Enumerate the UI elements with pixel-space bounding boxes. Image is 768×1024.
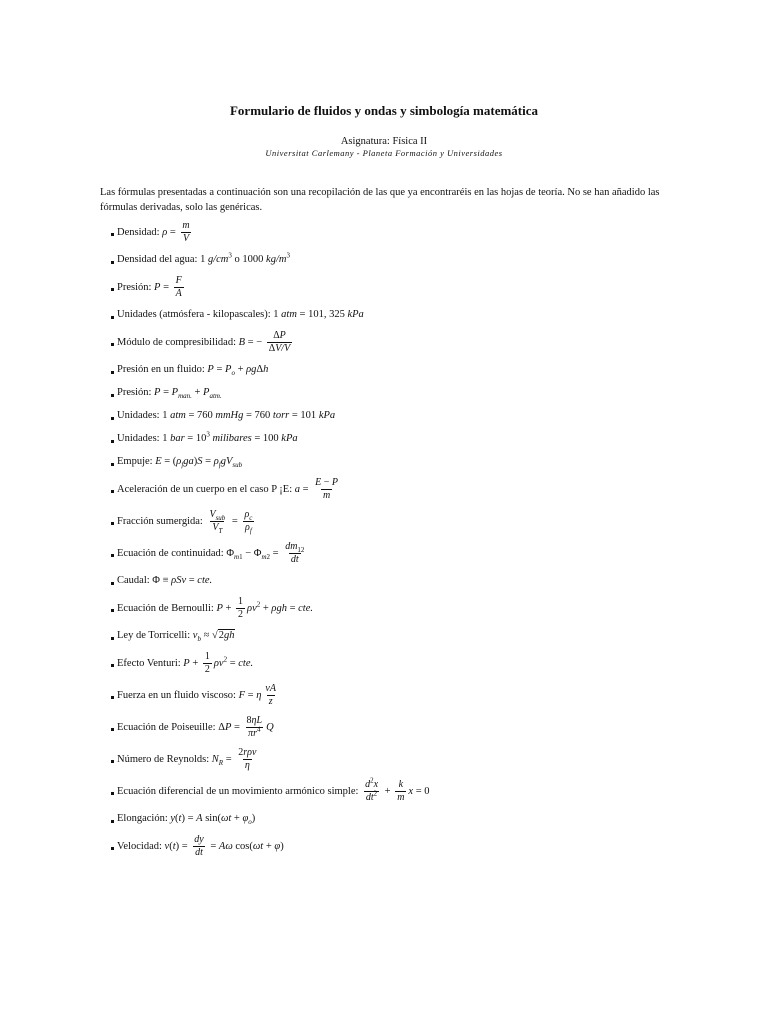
list-item: Empuje: $E = (\rho_fga)S = \rho_fgV_{sub}$: [117, 450, 430, 473]
institution-line: Universitat Carlemany - Planeta Formación y Universidades: [265, 148, 503, 158]
formula: ρ = $\frac{m}{V}$: [162, 219, 190, 244]
list-item: Caudal: Φ ≡ ρSv = cte.: [117, 569, 430, 592]
formula: ΔP = $\frac{8\eta L}{\pi r^4}$ Q: [218, 714, 274, 739]
formula: 1 atm = 760 mmHg = 760 torr = 101 kPa: [162, 410, 336, 421]
list-item: Velocidad: v(t) = $\frac{dy}{dt}$ = Aω cos(ωt + φ): [117, 830, 430, 862]
list-item: Densidad del agua: 1 $g/cm^3$ o 1000 $kg/m^3$: [117, 248, 430, 271]
formula: $v_b \approx √2gh$: [192, 630, 235, 644]
list-item: Número de Reynolds: $N_R$ = $\frac{\text{2rρv}}{\eta}$: [117, 743, 430, 775]
formula: $P = P_o + \rho g\Delta h$: [207, 364, 269, 378]
list-item: Fuerza en un fluido viscoso: F = η $\frac{vA}{z}$: [117, 679, 430, 711]
list-item: Presión: $P = P_{man.} + P_{atm.}$: [117, 381, 430, 404]
subject-line: Asignatura: Física II: [340, 136, 428, 147]
formula: a = $\frac{E - P}{m}$: [294, 476, 339, 501]
list-item: Ley de Torricelli: $v_b \approx √2gh$: [117, 624, 430, 647]
list-item: Ecuación de Poiseuille: ΔP = $\frac{8\eta L}{\pi r^4}$ Q: [117, 711, 430, 743]
formula: 1 $g/cm^3$ o 1000 $kg/m^3$: [200, 251, 290, 265]
list-item: Densidad: ρ = $\frac{m}{V}$: [117, 216, 430, 248]
formula: F = η $\frac{vA}{z}$: [238, 682, 276, 707]
list-item: Unidades (atmósfera - kilopascales): 1 atm = 101, 325 kPa: [117, 303, 430, 326]
list-item: Módulo de compresibilidad: B = − $\frac{\Delta P}{\Delta V/V}$: [117, 326, 430, 358]
formula: $E = (\rho_fga)S = \rho_fgV_{sub}$: [155, 456, 243, 470]
formula: P + $\frac{1}{2}$ $\rho v^2$ = cte.: [183, 650, 254, 675]
list-item: Aceleración de un cuerpo en el caso P ¡E: a = $\frac{E - P}{m}$: [117, 473, 430, 505]
formula: v(t) = $\frac{dy}{dt}$ = Aω cos(ωt + φ): [164, 833, 284, 858]
formula: Φ ≡ ρSv = cte.: [152, 575, 213, 586]
formula: $\Phi_{m1} - \Phi_{m2}$ = $\frac{dm_{12}}{dt}$: [226, 540, 305, 565]
formula: P = $\frac{F}{A}$: [154, 274, 182, 299]
formula: 1 atm = 101, 325 kPa: [273, 309, 364, 320]
formula: $N_R$ = $\frac{\text{2rρv}}{\eta}$: [211, 746, 257, 771]
formula: $\frac{V_{sub}}{V_T}$ = $\frac{\rho_c}{\rho_f}$: [209, 508, 253, 535]
list-item: Unidades: 1 atm = 760 mmHg = 760 torr = 101 kPa: [117, 404, 430, 427]
list-item: Ecuación diferencial de un movimiento armónico simple: $\frac{d^2x}{dt^2}$ + $\frac{k}{m}$ x = 0: [117, 775, 430, 807]
list-item: Fracción sumergida: $\frac{V_{sub}}{V_T}$ = $\frac{\rho_c}{\rho_f}$: [117, 505, 430, 537]
document-title: Formulario de fluidos y ondas y simbología matemática: [229, 103, 539, 118]
list-item: Presión: P = $\frac{F}{A}$: [117, 271, 430, 303]
intro-paragraph: Las fórmulas presentadas a continuación son una recopilación de las que ya encontraréis en las hojas de teoría. No se han añadido las fórmulas derivadas, solo las genéricas.: [100, 187, 660, 213]
formula-list: [117, 216, 430, 862]
list-item: Ecuación de continuidad: $\Phi_{m1} - \Phi_{m2}$ = $\frac{dm_{12}}{dt}$: [117, 537, 430, 569]
formula: $\frac{d^2x}{dt^2}$ + $\frac{k}{m}$ x = 0: [365, 776, 430, 803]
formula: P + $\frac{1}{2}$ $\rho v^2 + \rho gh$ = cte.: [216, 595, 313, 620]
formula: y(t) = A $\sin(\omega t + \varphi_o)$: [170, 813, 256, 827]
list-item: Efecto Venturi: P + $\frac{1}{2}$ $\rho v^2$ = cte.: [117, 647, 430, 679]
formula: $P = P_{man.} + P_{atm.}$: [154, 387, 222, 401]
list-item: Elongación: y(t) = A $\sin(\omega t + \varphi_o)$: [117, 807, 430, 830]
list-item: Unidades: 1 bar = $10^3$ milibares = 100 kPa: [117, 427, 430, 450]
formula: 1 bar = $10^3$ milibares = 100 kPa: [162, 430, 298, 444]
list-item: Ecuación de Bernoulli: P + $\frac{1}{2}$ $\rho v^2 + \rho gh$ = cte.: [117, 592, 430, 624]
formula: B = − $\frac{\Delta P}{\Delta V/V}$: [238, 329, 291, 354]
list-item: Presión en un fluido: $P = P_o + \rho g\Delta h$: [117, 358, 430, 381]
